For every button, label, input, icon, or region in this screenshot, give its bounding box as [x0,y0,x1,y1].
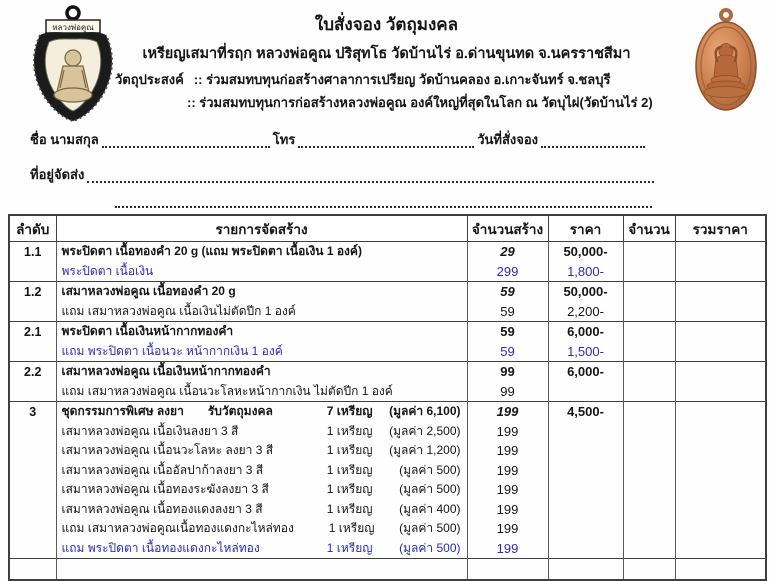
total-price-cell [675,362,766,382]
table-row [9,422,766,442]
coin-count: 1 เหรียญ [326,501,373,516]
price [548,441,623,461]
column-header-quantity: จำนวน [623,215,675,242]
table-row [9,441,766,461]
row-number: 3 [9,402,56,422]
row-number [9,539,56,559]
address-label: ที่อยู่จัดส่ง [30,167,85,182]
phone-label: โทร [272,132,296,147]
name-label: ชื่อ นามสกุล [30,132,99,147]
item-description: เสมาหลวงพ่อคูณ เนื้อนวะโลหะ ลงยา 3 สี [61,443,274,458]
table-row [9,539,766,559]
quantity-cell [623,282,675,302]
total-price-cell [675,441,766,461]
coin-value: (มูลค่า 500) [399,521,461,536]
coin-count: 7 เหรียญ [326,404,373,419]
total-price-cell [675,282,766,302]
item-cell [56,422,467,442]
row-number [9,422,56,442]
total-price-cell [675,242,766,262]
purpose-label: วัตถุประสงค์ [115,72,184,87]
column-header-made: จำนวนสร้าง [467,215,548,242]
phone-input-line [298,133,474,148]
page-title: ใบสั่งจอง วัตถุมงคล [314,15,459,34]
quantity-cell [623,402,675,422]
item-description: เสมาหลวงพ่อคูณ เนื้อทองคำ 20 g [61,284,236,299]
item-cell [56,282,467,302]
made-count: 59 [467,322,548,342]
coin-count: 1 เหรียญ [328,521,375,536]
made-count: 199 [467,441,548,461]
item-cell [56,262,467,282]
price [548,559,623,580]
made-count: 199 [467,519,548,539]
made-count: 299 [467,262,548,282]
quantity-cell [623,322,675,342]
price: 50,000- [548,282,623,302]
column-header-total: รวมราคา [675,215,766,242]
page-subtitle: เหรียญเสมาที่รฤก หลวงพ่อคูณ ปริสุทโธ วัดบ้านไร่ อ.ด่านขุนทด จ.นครราชสีมา [142,46,631,62]
name-input-line [102,133,270,148]
table-row [9,480,766,500]
purpose-text-1: :: ร่วมสมทบทุนก่อสร้างศาลาการเปรียญ วัดบ้านคลอง อ.เกาะจันทร์ จ.ชลบุรี [193,72,611,87]
item-cell [56,242,467,262]
item-description: พระปิดตา เนื้อทองคำ 20 g (แถม พระปิดตา เนื้อเงิน 1 องค์) [61,244,362,259]
item-description: ชุดกรรมการพิเศษ ลงยา [61,404,184,419]
row-number [9,262,56,282]
quantity-cell [623,242,675,262]
order-table-body [9,242,766,580]
row-number [9,500,56,520]
table-row [9,382,766,402]
row-number [9,559,56,580]
quantity-cell [623,422,675,442]
shipping-address-line [30,164,657,185]
quantity-cell [623,519,675,539]
table-row [9,402,766,422]
item-cell [56,402,467,422]
price: 4,500- [548,402,623,422]
table-header-row [9,215,766,242]
coin-value: (มูลค่า 6,100) [389,404,461,419]
total-price-cell [675,500,766,520]
coin-value: (มูลค่า 2,500) [389,423,461,438]
quantity-cell [623,342,675,362]
price [548,519,623,539]
table-row [9,242,766,262]
item-description: แถม เสมาหลวงพ่อคูณ เนื้อเงินไม่ตัดปีก 1 องค์ [61,303,296,318]
item-description: แถม พระปิดตา เนื้อทองแดงกะไหล่ทอง [61,540,260,555]
made-count: 199 [467,500,548,520]
purpose-line-2: :: ร่วมสมทบทุนการก่อสร้างหลวงพ่อคูณ องค์ใหญ่ที่สุดในโลก ณ วัดบุไผ่(วัดบ้านไร่ 2) [187,95,653,110]
row-number [9,382,56,402]
item-cell [56,322,467,342]
item-description: พระปิดตา เนื้อเงินหน้ากากทองคำ [61,324,234,339]
item-cell [56,441,467,461]
row-number [9,441,56,461]
total-price-cell [675,342,766,362]
table-row [9,342,766,362]
quantity-cell [623,500,675,520]
table-row [9,362,766,382]
price: 2,200- [548,302,623,322]
price: 1,500- [548,342,623,362]
price [548,382,623,402]
table-row [9,282,766,302]
quantity-cell [623,559,675,580]
price [548,480,623,500]
table-row [9,302,766,322]
table-row [9,262,766,282]
coin-count: 1 เหรียญ [326,423,373,438]
quantity-cell [623,480,675,500]
made-count: 199 [467,402,548,422]
price: 6,000- [548,322,623,342]
total-price-cell [675,539,766,559]
row-number [9,480,56,500]
logo-banner-text: หลวงพ่อคูณ [52,23,94,32]
item-cell [56,302,467,322]
made-count: 199 [467,539,548,559]
coin-value: (มูลค่า 1,200) [389,443,461,458]
price: 6,000- [548,362,623,382]
coin-count: 1 เหรียญ [326,482,373,497]
total-price-cell [675,322,766,342]
made-count: 59 [467,282,548,302]
quantity-cell [623,461,675,481]
price [548,461,623,481]
item-description: เสมาหลวงพ่อคูณ เนื้อเงินหน้ากากทองคำ [61,364,271,379]
order-date-label: วันที่สั่งจอง [477,132,538,147]
table-row [9,500,766,520]
column-header-items: รายการจัดสร้าง [56,215,467,242]
quantity-cell [623,382,675,402]
item-description: เสมาหลวงพ่อคูณ เนื้อทองแดงลงยา 3 สี [61,501,263,516]
price [548,539,623,559]
row-number [9,519,56,539]
made-count: 59 [467,342,548,362]
table-row-clipped [9,559,766,580]
table-row [9,519,766,539]
item-cell [56,382,467,402]
made-count: 59 [467,302,548,322]
total-price-cell [675,382,766,402]
made-count: 99 [467,382,548,402]
quantity-cell [623,362,675,382]
made-count: 29 [467,242,548,262]
order-table [8,214,767,581]
total-price-cell [675,402,766,422]
purpose-line-1 [115,69,610,90]
column-header-number: ลำดับ [9,215,56,242]
row-number: 2.1 [9,322,56,342]
coin-count: 1 เหรียญ [326,443,373,458]
price [548,500,623,520]
price: 1,800- [548,262,623,282]
total-price-cell [675,422,766,442]
address-input-line-2 [115,193,652,208]
price [548,422,623,442]
quantity-cell [623,539,675,559]
table-row [9,461,766,481]
row-number: 2.2 [9,362,56,382]
price: 50,000- [548,242,623,262]
item-description: แถม เสมาหลวงพ่อคูณ เนื้อนวะโลหะหน้ากากเงิน ไม่ตัดปีก 1 องค์ [61,383,393,398]
coin-value: (มูลค่า 500) [399,462,461,477]
column-header-price: ราคา [548,215,623,242]
item-description: แถม พระปิดตา เนื้อนวะ หน้ากากเงิน 1 องค์ [61,343,283,358]
name-phone-date-line [30,129,648,150]
item-cell [56,559,467,580]
item-note: รับวัตถุมงคล [207,404,273,419]
quantity-cell [623,302,675,322]
total-price-cell [675,480,766,500]
coin-value: (มูลค่า 500) [399,482,461,497]
row-number: 1.1 [9,242,56,262]
item-description: เสมาหลวงพ่อคูณ เนื้อทองระฆังลงยา 3 สี [61,482,269,497]
made-count: 199 [467,461,548,481]
made-count: 199 [467,480,548,500]
row-number: 1.2 [9,282,56,302]
made-count: 99 [467,362,548,382]
item-description: เสมาหลวงพ่อคูณ เนื้อเงินลงยา 3 สี [61,423,239,438]
coin-count: 1 เหรียญ [326,540,373,555]
total-price-cell [675,559,766,580]
made-count [467,559,548,580]
total-price-cell [675,302,766,322]
total-price-cell [675,262,766,282]
row-number [9,302,56,322]
total-price-cell [675,461,766,481]
address-input-line-1 [87,168,654,183]
item-description: เสมาหลวงพ่อคูณ เนื้ออัลปาก้าลงยา 3 สี [61,462,264,477]
total-price-cell [675,519,766,539]
quantity-cell [623,262,675,282]
item-cell [56,461,467,481]
item-description: แถม เสมาหลวงพ่อคูณเนื้อทองแดงกะไหล่ทอง [61,521,294,536]
item-cell [56,362,467,382]
row-number [9,342,56,362]
item-cell [56,500,467,520]
coin-value: (มูลค่า 400) [399,501,461,516]
coin-value: (มูลค่า 500) [399,540,461,555]
item-description: พระปิดตา เนื้อเงิน [61,263,154,278]
made-count: 199 [467,422,548,442]
item-cell [56,480,467,500]
quantity-cell [623,441,675,461]
item-cell [56,342,467,362]
order-date-input-line [541,133,645,148]
row-number [9,461,56,481]
coin-count: 1 เหรียญ [326,462,373,477]
item-cell [56,519,467,539]
item-cell [56,539,467,559]
table-row [9,322,766,342]
shipping-address-line-2 [112,193,655,210]
